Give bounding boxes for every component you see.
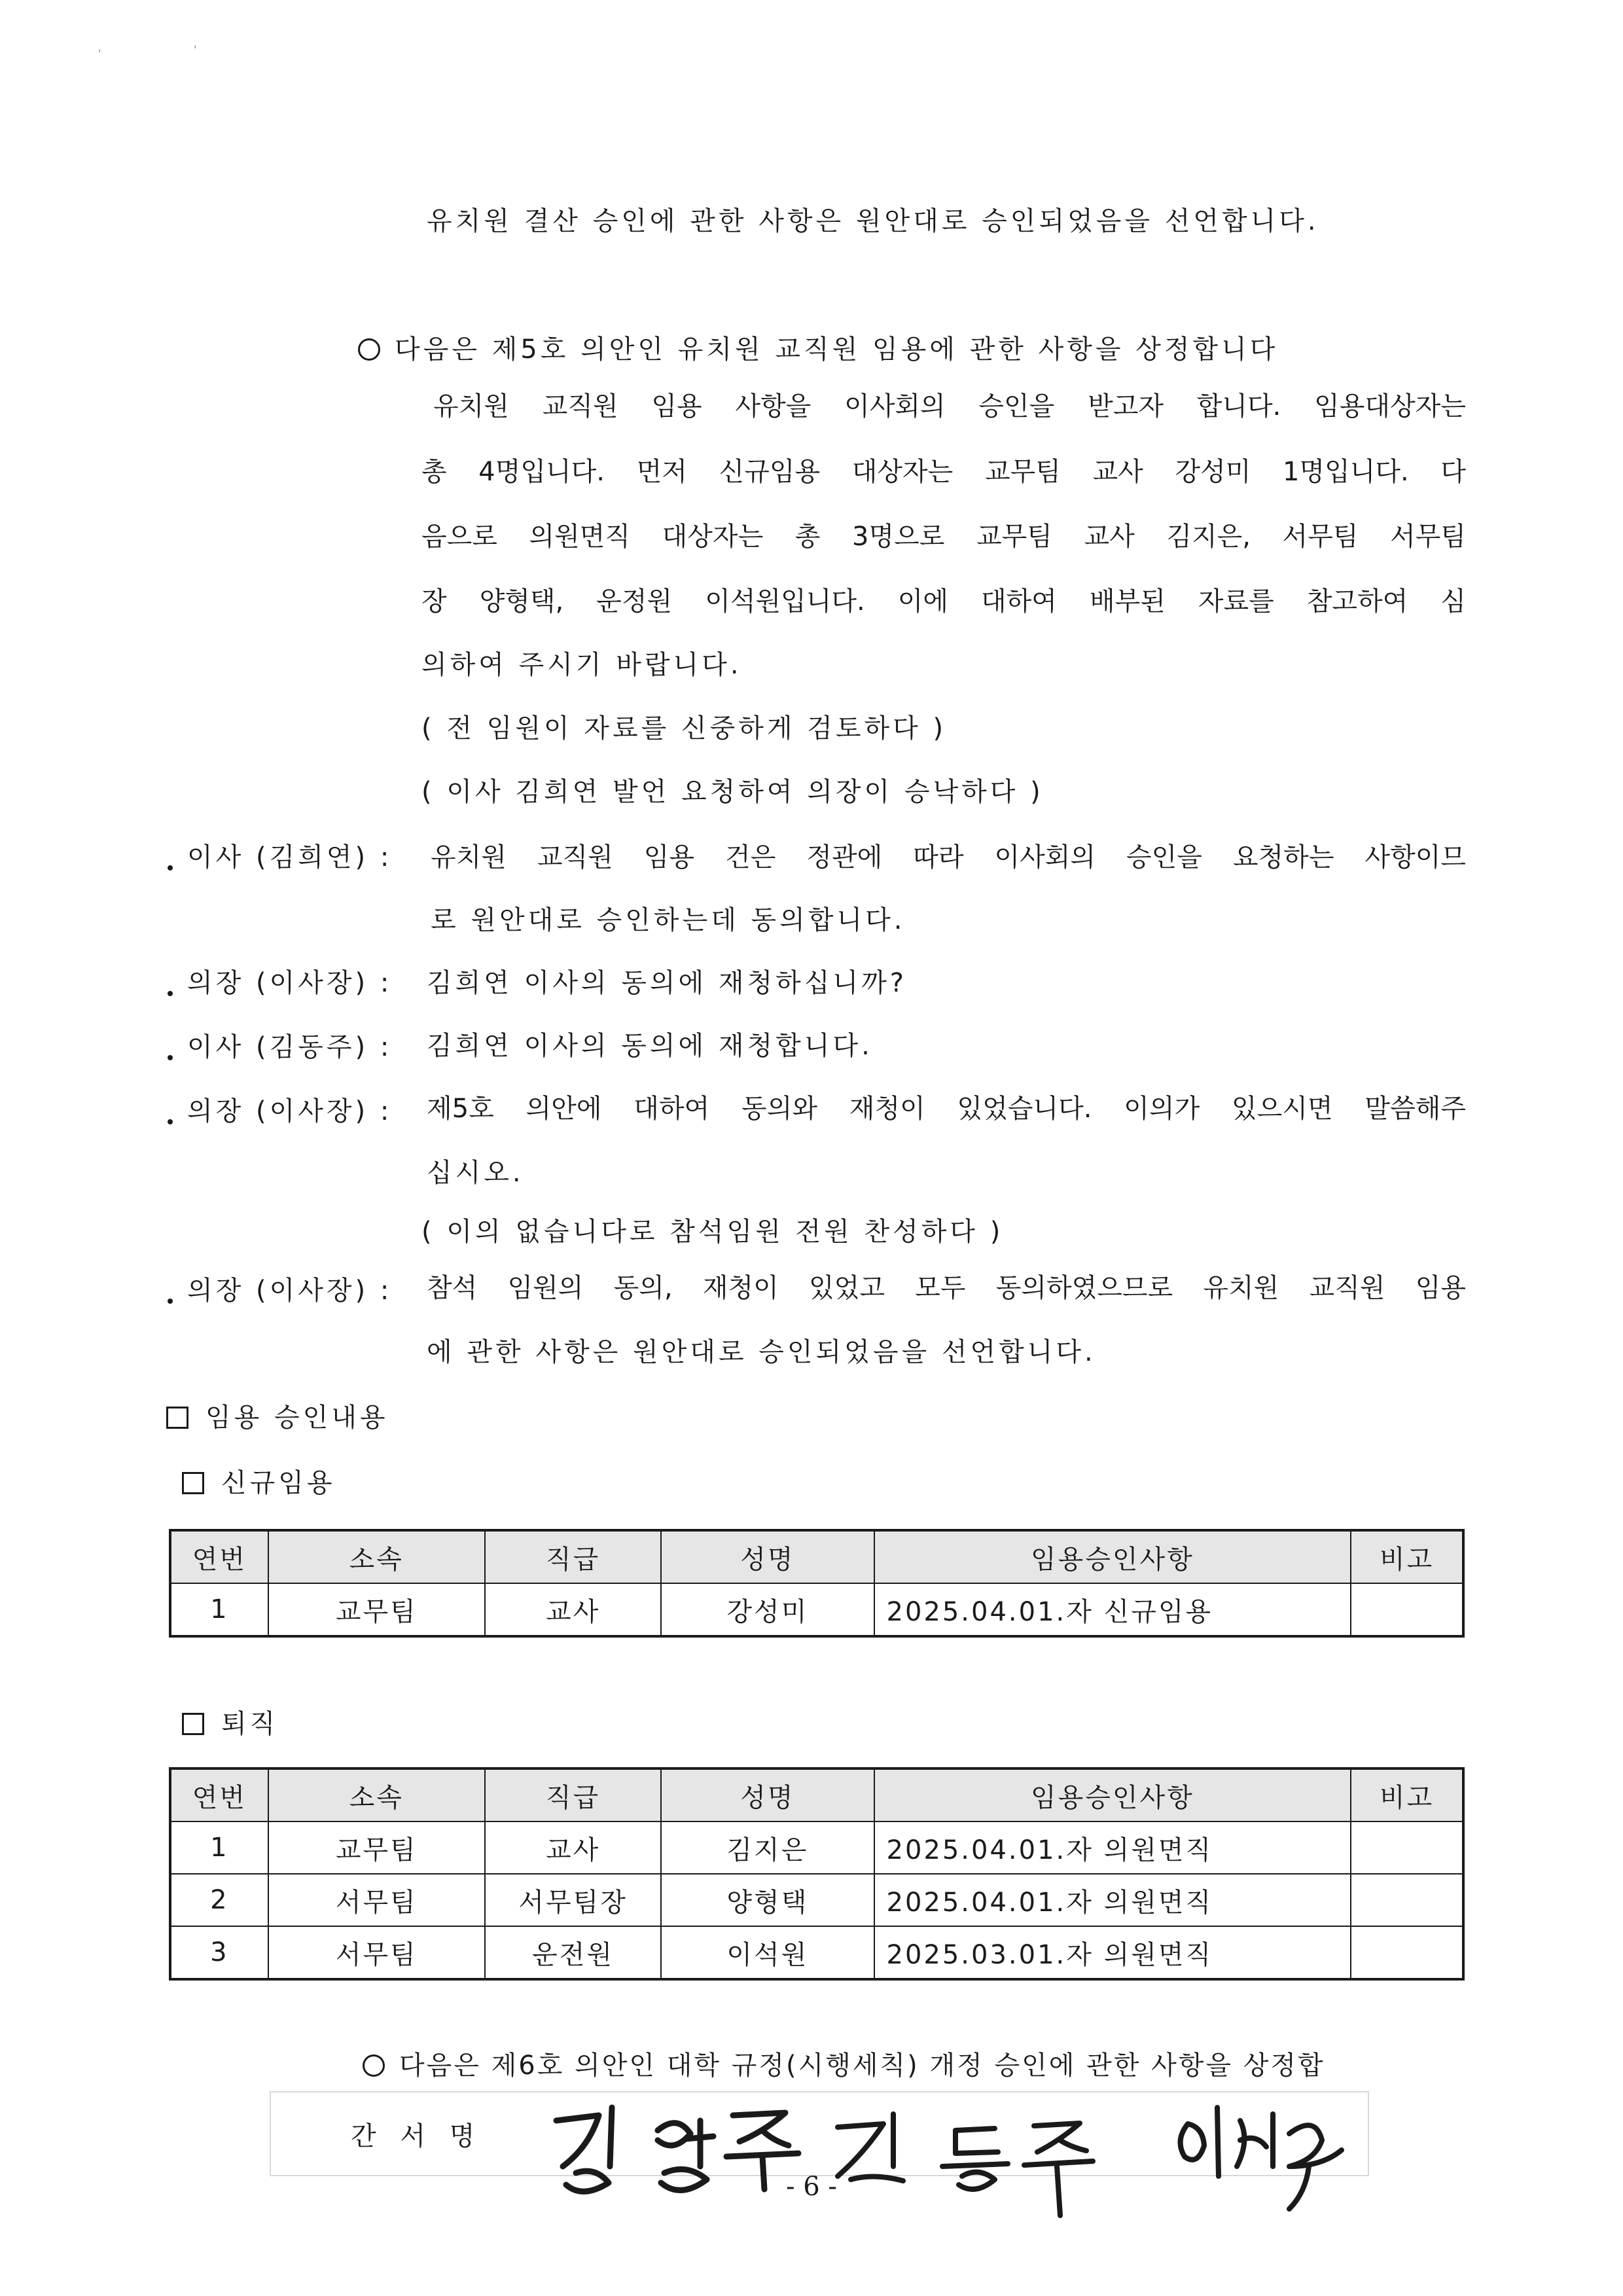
agenda-body-line: 총 4명입니다. 먼저 신규임용 대상자는 교무팀 교사 강성미 1명입니다. 다 xyxy=(421,457,1466,487)
cell-no: 2 xyxy=(170,1874,268,1926)
cell-note xyxy=(1351,1583,1463,1636)
cell-dept: 교무팀 xyxy=(268,1821,485,1874)
checkbox-square-icon xyxy=(182,1713,204,1735)
bullet-dot xyxy=(168,865,173,870)
agenda-body-line: 의하여 주시기 바랍니다. xyxy=(421,650,742,680)
decision-line: 유치원 결산 승인에 관한 사항은 원안대로 승인되었음을 선언합니다. xyxy=(427,206,1319,236)
agenda-heading xyxy=(358,332,1278,367)
speaker-label: 의장 (이사장) : xyxy=(187,1276,393,1306)
speech-line: 김희연 이사의 동의에 재청하십니까? xyxy=(427,968,907,998)
cell-no: 3 xyxy=(170,1926,268,1979)
cell-rank: 교사 xyxy=(485,1821,661,1874)
circle-bullet-icon xyxy=(363,2054,385,2077)
bullet-dot xyxy=(168,1055,173,1060)
subsection-title xyxy=(182,1707,278,1741)
subsection-title-text: 신규임용 xyxy=(221,1468,336,1498)
col-header: 연번 xyxy=(170,1530,268,1583)
new-hire-table xyxy=(169,1529,1465,1638)
scan-mark: ' xyxy=(194,43,197,56)
subsection-title-text: 퇴직 xyxy=(221,1709,279,1739)
cell-dept: 교무팀 xyxy=(268,1583,485,1636)
cell-name: 강성미 xyxy=(661,1583,874,1636)
cell-note xyxy=(1351,1926,1463,1979)
speaker-label: 의장 (이사장) : xyxy=(187,968,393,998)
section-title-text: 임용 승인내용 xyxy=(205,1403,389,1433)
col-header: 소속 xyxy=(268,1530,485,1583)
minutes-note: ( 이사 김희연 발언 요청하여 의장이 승낙하다 ) xyxy=(421,777,1044,807)
col-header: 비고 xyxy=(1351,1768,1463,1821)
col-header: 성명 xyxy=(661,1768,874,1821)
col-header: 비고 xyxy=(1351,1530,1463,1583)
speech-line: 로 원안대로 승인하는데 동의합니다. xyxy=(431,905,906,935)
cell-dept: 서무팀 xyxy=(268,1874,485,1926)
cell-detail: 2025.04.01.자 의원면직 xyxy=(874,1874,1351,1926)
checkbox-square-icon xyxy=(166,1407,188,1429)
speech-line: 십시오. xyxy=(427,1158,524,1188)
speaker-label: 이사 (김희연) : xyxy=(187,842,393,872)
cell-note xyxy=(1351,1874,1463,1926)
agenda-body-line: 유치원 교직원 임용 사항을 이사회의 승인을 받고자 합니다. 임용대상자는 xyxy=(433,391,1466,422)
cell-detail: 2025.03.01.자 의원면직 xyxy=(874,1926,1351,1979)
col-header: 임용승인사항 xyxy=(874,1530,1351,1583)
col-header: 직급 xyxy=(485,1530,661,1583)
cell-no: 1 xyxy=(170,1821,268,1874)
cell-no: 1 xyxy=(170,1583,268,1636)
col-header: 직급 xyxy=(485,1768,661,1821)
table-row xyxy=(170,1583,1463,1636)
section-title xyxy=(166,1401,389,1435)
table-header-row xyxy=(170,1530,1463,1583)
minutes-note: ( 전 임원이 자료를 신중하게 검토하다 ) xyxy=(421,713,947,744)
speech-line: 유치원 교직원 임용 건은 정관에 따라 이사회의 승인을 요청하는 사항이므 xyxy=(431,842,1466,872)
speech-line: 에 관한 사항은 원안대로 승인되었음을 선언합니다. xyxy=(427,1337,1096,1367)
speaker-label: 의장 (이사장) : xyxy=(187,1096,393,1126)
col-header: 임용승인사항 xyxy=(874,1768,1351,1821)
cell-note xyxy=(1351,1821,1463,1874)
speech-line: 참석 임원의 동의, 재청이 있었고 모두 동의하였으므로 유치원 교직원 임용 xyxy=(427,1273,1466,1303)
agenda-body-line: 음으로 의원면직 대상자는 총 3명으로 교무팀 교사 김지은, 서무팀 서무팀 xyxy=(421,522,1466,552)
checkbox-square-icon xyxy=(182,1472,204,1494)
cell-detail: 2025.04.01.자 의원면직 xyxy=(874,1821,1351,1874)
cell-detail: 2025.04.01.자 신규임용 xyxy=(874,1583,1351,1636)
agenda-heading-text: 다음은 제5호 의안인 유치원 교직원 임용에 관한 사항을 상정합니다 xyxy=(395,334,1279,365)
cell-rank: 서무팀장 xyxy=(485,1874,661,1926)
signature-label: 간 서 명 xyxy=(351,2121,483,2151)
speaker-label: 이사 (김동주) : xyxy=(187,1032,393,1062)
scan-mark: ' xyxy=(98,47,101,60)
cell-name: 이석원 xyxy=(661,1926,874,1979)
cell-dept: 서무팀 xyxy=(268,1926,485,1979)
bullet-dot xyxy=(168,1119,173,1124)
cell-rank: 교사 xyxy=(485,1583,661,1636)
subsection-title xyxy=(182,1466,336,1500)
speech-line: 김희연 이사의 동의에 재청합니다. xyxy=(427,1031,873,1061)
table-row xyxy=(170,1821,1463,1874)
bullet-dot xyxy=(168,1299,173,1304)
minutes-note: ( 이의 없습니다로 참석임원 전원 찬성하다 ) xyxy=(421,1217,1004,1247)
agenda-body-line: 장 양형택, 운정원 이석원입니다. 이에 대하여 배부된 자료를 참고하여 심 xyxy=(421,586,1466,617)
bullet-dot xyxy=(168,991,173,996)
table-row xyxy=(170,1926,1463,1979)
col-header: 소속 xyxy=(268,1768,485,1821)
col-header: 성명 xyxy=(661,1530,874,1583)
signature-lee-seokwon xyxy=(1181,2108,1342,2209)
table-row xyxy=(170,1874,1463,1926)
page-number: - 6 - xyxy=(786,2172,837,2202)
table-header-row xyxy=(170,1768,1463,1821)
cell-name: 김지은 xyxy=(661,1821,874,1874)
cell-rank: 운전원 xyxy=(485,1926,661,1979)
agenda-heading-text: 다음은 제6호 의안인 대학 규정(시행세칙) 개정 승인에 관한 사항을 상정합 xyxy=(399,2051,1325,2081)
retirement-table xyxy=(169,1767,1465,1981)
circle-bullet-icon xyxy=(358,338,380,361)
col-header: 연번 xyxy=(170,1768,268,1821)
cell-name: 양형택 xyxy=(661,1874,874,1926)
signature-images xyxy=(537,2068,1387,2212)
speech-line: 제5호 의안에 대하여 동의와 재청이 있었습니다. 이의가 있으시면 말씀해주 xyxy=(427,1094,1466,1124)
